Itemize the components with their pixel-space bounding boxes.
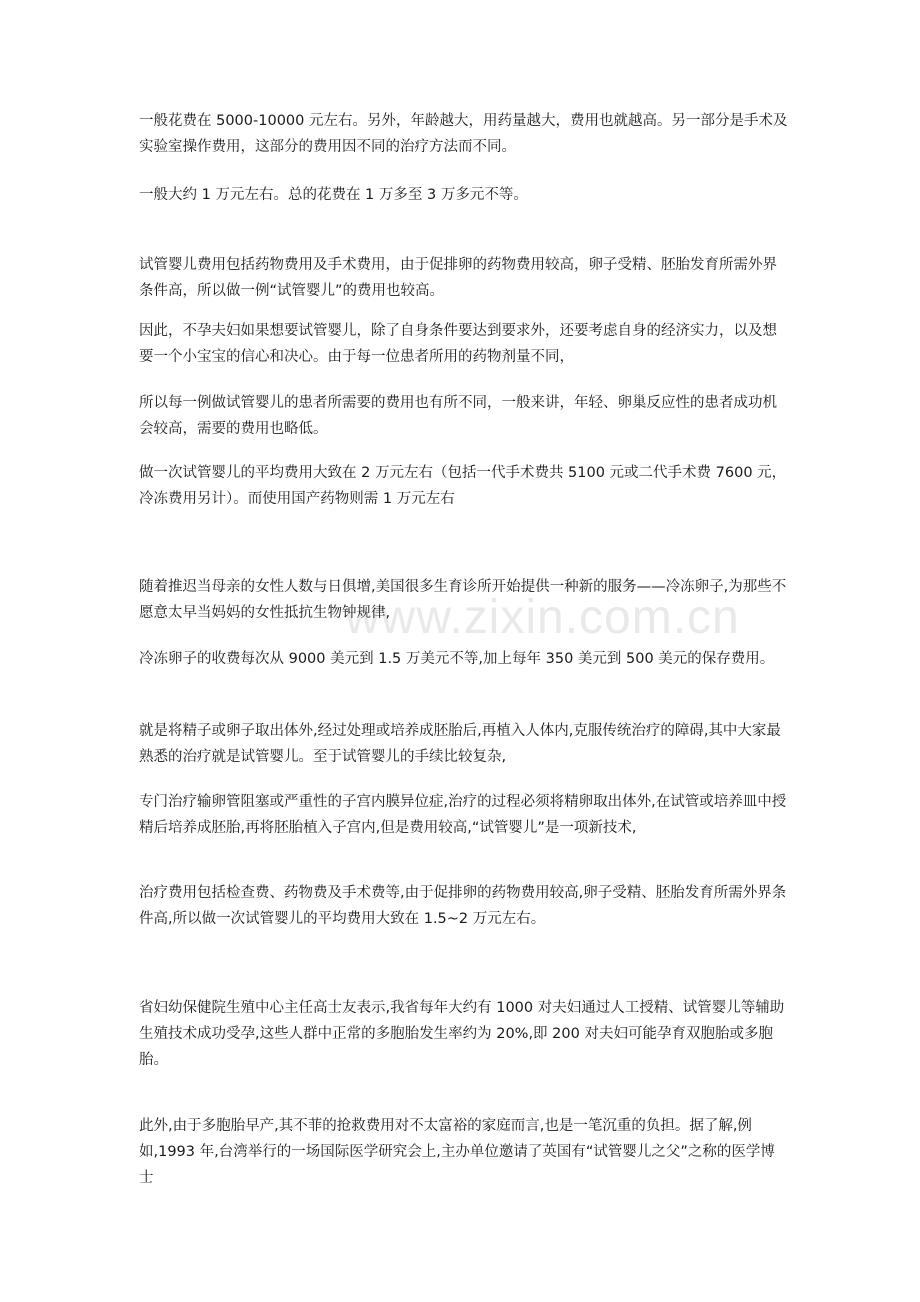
paragraph-13: 此外,由于多胞胎早产,其不菲的抢救费用对不太富裕的家庭而言,也是一笔沉重的负担。据了解,例如,1993 年,台湾举行的一场国际医学研究会上,主办单位邀请了英国有“试管婴儿之父”之称的医学博士 (139, 1118, 775, 1186)
paragraph-6: 做一次试管婴儿的平均费用大致在 2 万元左右（包括一代手术费共 5100 元或二代手术费 7600 元，冷冻费用另计）。而使用国产药物则需 1 万元左右 (139, 465, 787, 507)
paragraph-11: 治疗费用包括检查费、药物费及手术费等,由于促排卵的药物费用较高,卵子受精、胚胎发育所需外界条件高,所以做一次试管婴儿的平均费用大致在 1.5~2 万元左右。 (139, 885, 787, 927)
watermark: www.zixin.com.cn (345, 591, 740, 644)
paragraph-12: 省妇幼保健院生殖中心主任高士友表示,我省每年大约有 1000 对夫妇通过人工授精、试管婴儿等辅助生殖技术成功受孕,这些人群中正常的多胞胎发生率约为 20%,即 200 对夫妇可能孕育双胞胎或多胞胎。 (139, 1000, 785, 1068)
paragraph-9: 就是将精子或卵子取出体外,经过处理或培养成胚胎后,再植入人体内,克服传统治疗的障碍,其中大家最熟悉的治疗就是试管婴儿。至于试管婴儿的手续比较复杂, (139, 723, 781, 765)
paragraph-2: 一般大约 1 万元左右。总的花费在 1 万多至 3 万多元不等。 (139, 187, 528, 203)
paragraph-4: 因此，不孕夫妇如果想要试管婴儿，除了自身条件要达到要求外，还要考虑自身的经济实力，以及想要一个小宝宝的信心和决心。由于每一位患者所用的药物剂量不同， (139, 323, 777, 365)
paragraph-7: 随着推迟当母亲的女性人数与日俱增,美国很多生育诊所开始提供一种新的服务——冷冻卵子,为那些不愿意太早当妈妈的女性抵抗生物钟规律, (139, 579, 787, 621)
paragraph-1: 一般花费在 5000-10000 元左右。另外，年龄越大，用药量越大，费用也就越高。另一部分是手术及实验室操作费用，这部分的费用因不同的治疗方法而不同。 (139, 113, 788, 155)
paragraph-10: 专门治疗输卵管阻塞或严重性的子宫内膜异位症,治疗的过程必须将精卵取出体外,在试管或培养皿中授精后培养成胚胎,再将胚胎植入子宫内,但是费用较高,“试管婴儿”是一项新技术, (139, 794, 787, 836)
paragraph-8: 冷冻卵子的收费每次从 9000 美元到 1.5 万美元不等,加上每年 350 美元到 500 美元的保存费用。 (139, 651, 775, 667)
paragraph-5: 所以每一例做试管婴儿的患者所需要的费用也有所不同，一般来讲，年轻、卵巢反应性的患者成功机会较高，需要的费用也略低。 (139, 395, 777, 437)
paragraph-3: 试管婴儿费用包括药物费用及手术费用，由于促排卵的药物费用较高，卵子受精、胚胎发育所需外界条件高，所以做一例“试管婴儿”的费用也较高。 (139, 257, 777, 299)
